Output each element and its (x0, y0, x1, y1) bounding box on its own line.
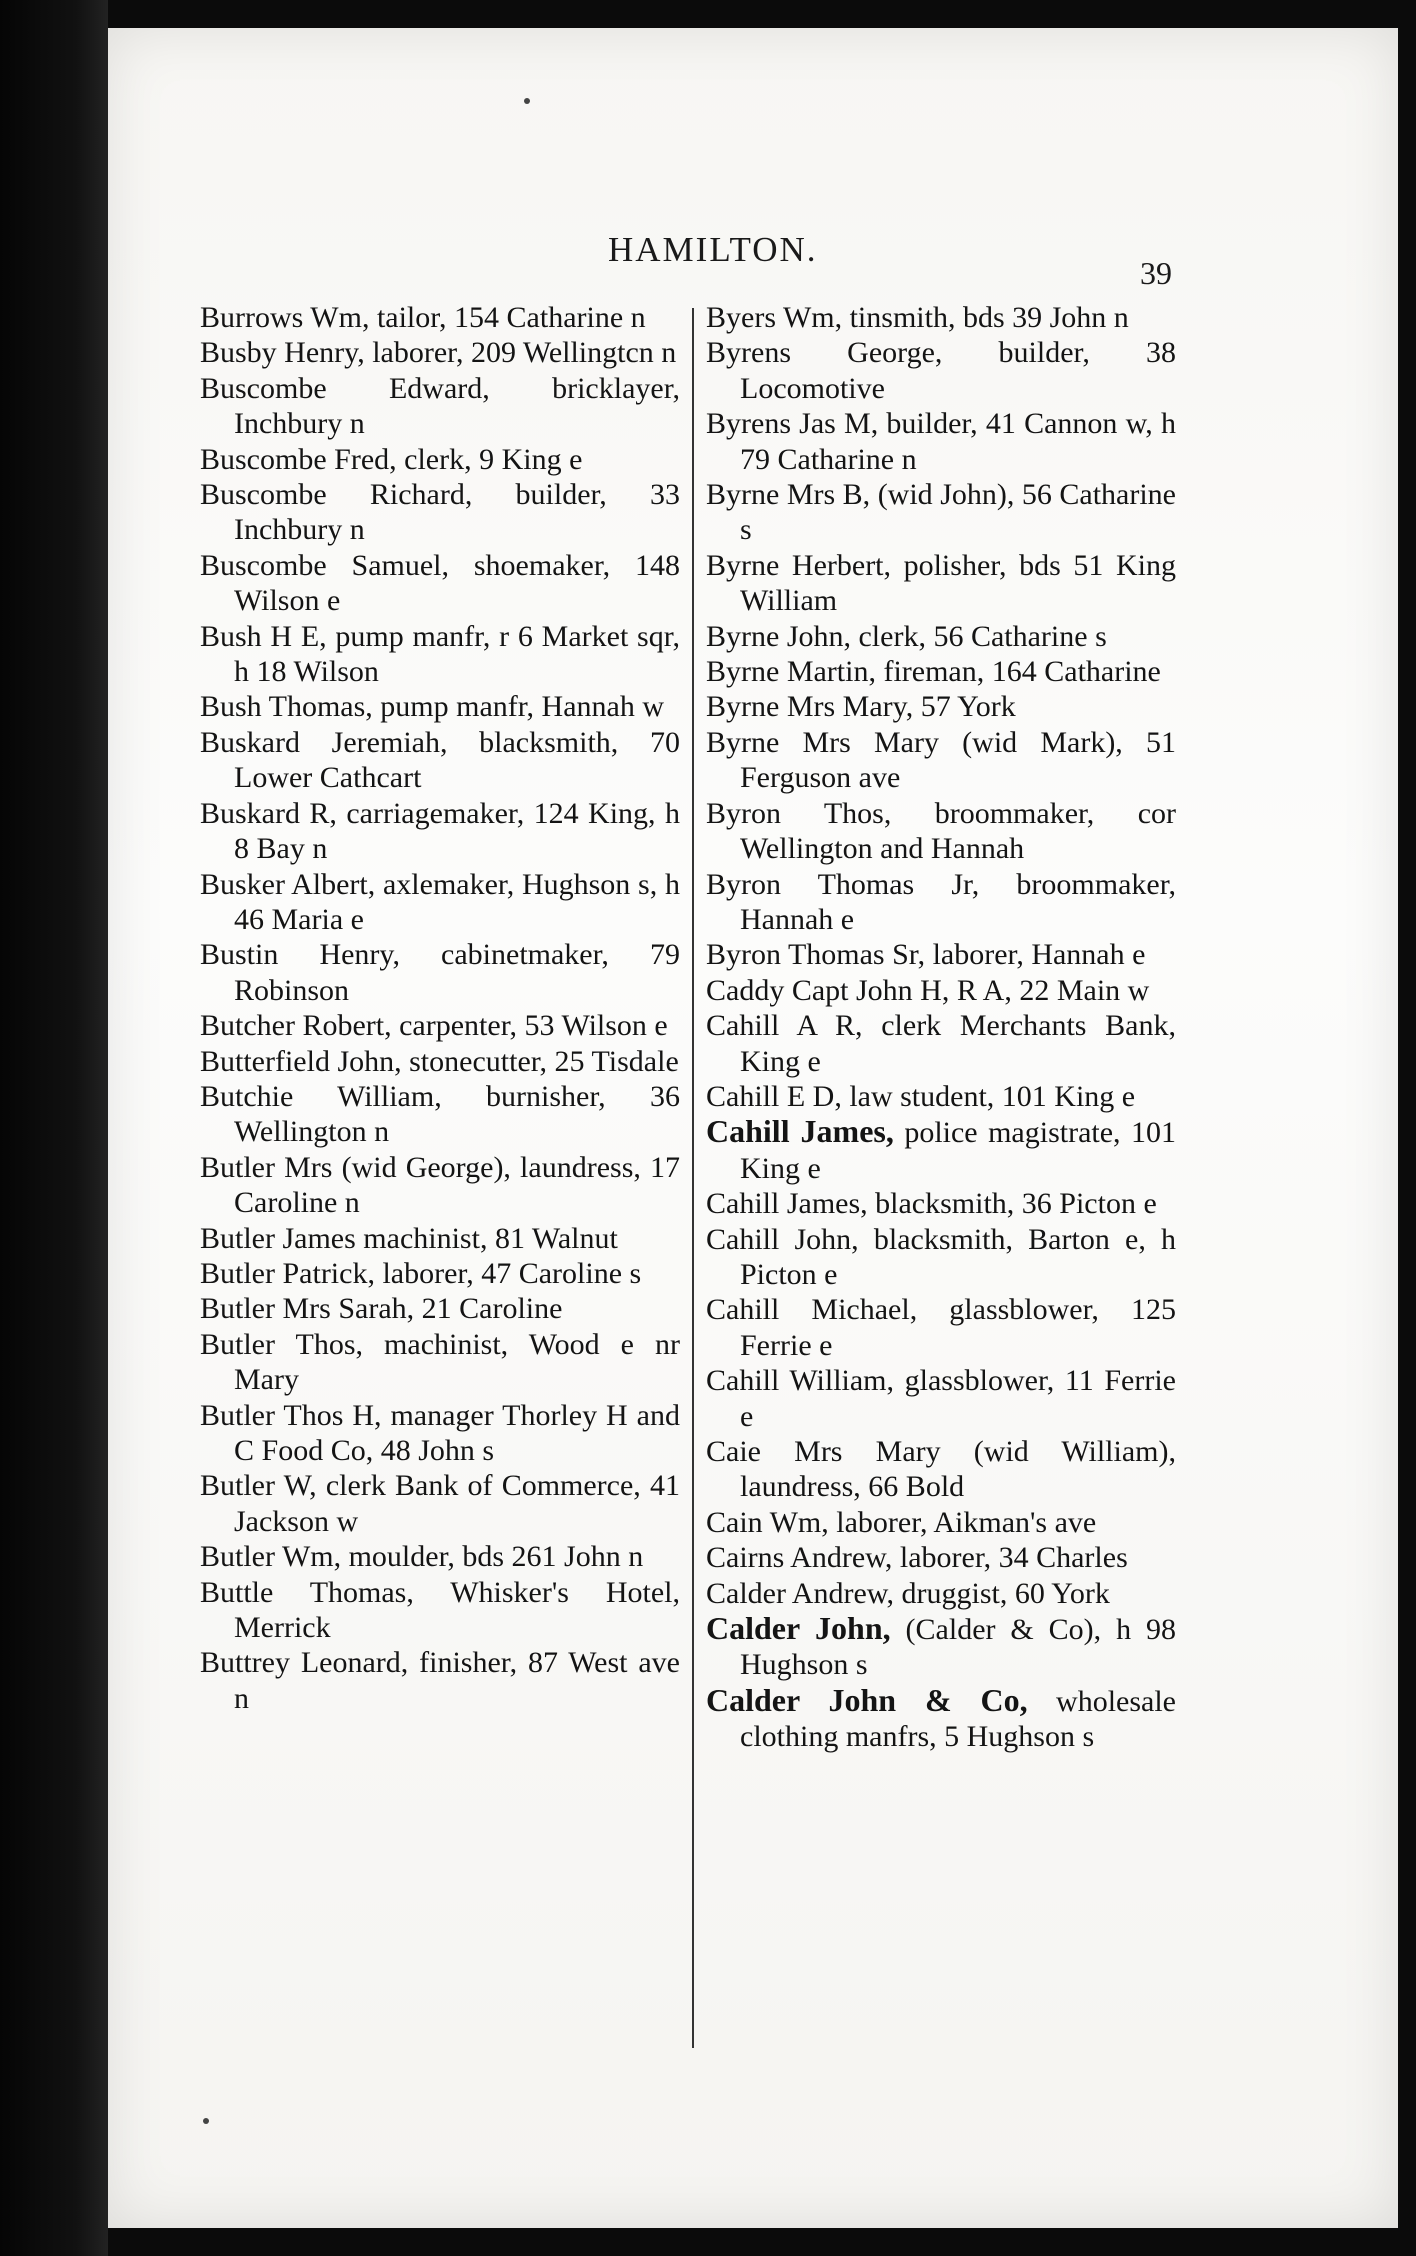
directory-entry (706, 1186, 1176, 1221)
directory-entry (706, 1222, 1176, 1293)
entry-name-bold: Calder John, (706, 1610, 891, 1647)
entry-text: (Calder & Co), h 98 Hughson s (740, 1613, 1177, 1682)
directory-entry (200, 1327, 680, 1398)
directory-entry (706, 1079, 1176, 1114)
entry-text: Byron Thomas Jr, broommaker, Hannah e (706, 867, 1176, 936)
entry-text: Buttle Thomas, Whisker's Hotel, Merrick (200, 1575, 680, 1645)
speck-mark (524, 98, 530, 104)
directory-entry (200, 442, 680, 477)
directory-entry (200, 1398, 680, 1469)
entry-text: Bush Thomas, pump manfr, Hannah w (200, 690, 665, 724)
entry-text: Byrens George, builder, 38 Locomotive (706, 336, 1176, 405)
directory-entry (706, 654, 1176, 689)
directory-entry (200, 1044, 680, 1079)
directory-entry (200, 548, 680, 619)
entry-text: Cahill James, blacksmith, 36 Picton e (706, 1187, 1157, 1221)
entry-text: Buscombe Edward, bricklayer, Inchbury n (200, 371, 680, 441)
directory-entry (706, 1008, 1176, 1079)
entry-text: Byrne John, clerk, 56 Catharine s (706, 619, 1107, 653)
directory-entry (706, 1540, 1176, 1575)
directory-entry (200, 1008, 680, 1043)
entry-text: Burrows Wm, tailor, 154 Catharine n (200, 301, 646, 334)
entry-text: Cahill John, blacksmith, Barton e, h Picton e (706, 1222, 1176, 1291)
entry-text: Byron Thomas Sr, laborer, Hannah e (706, 938, 1146, 972)
directory-entry (200, 477, 680, 548)
entry-text: Butchie William, burnisher, 36 Wellington n (200, 1079, 680, 1149)
binding-shadow (0, 0, 108, 2256)
right-column (706, 300, 1176, 1755)
directory-entry (200, 1539, 680, 1574)
directory-entry (706, 619, 1176, 654)
directory-entry (200, 1575, 680, 1646)
directory-entry (200, 619, 680, 690)
entry-text: Cairns Andrew, laborer, 34 Charles (706, 1541, 1128, 1575)
entry-text: Butler Thos, machinist, Wood e nr Mary (200, 1327, 680, 1397)
directory-entry (706, 689, 1176, 724)
entry-text: Butcher Robert, carpenter, 53 Wilson e (200, 1009, 668, 1043)
entry-text: Buttrey Leonard, finisher, 87 West ave n (200, 1646, 680, 1715)
entry-text: police magistrate, 101 King e (740, 1116, 1176, 1185)
entry-text: Bustin Henry, cabinetmaker, 79 Robinson (200, 938, 680, 1007)
directory-entry (706, 937, 1176, 972)
directory-entry (706, 973, 1176, 1008)
entry-text: Cain Wm, laborer, Aikman's ave (706, 1505, 1097, 1539)
directory-entry (200, 689, 680, 724)
running-head: HAMILTON. (608, 230, 818, 269)
directory-entry (200, 1468, 680, 1539)
entry-text: Bush H E, pump manfr, r 6 Market sqr, h 18 Wilson (200, 619, 680, 689)
entry-text: Buskard Jeremiah, blacksmith, 70 Lower Cathcart (200, 725, 680, 795)
entry-text: Butler Patrick, laborer, 47 Caroline s (200, 1256, 642, 1290)
entry-text: Butler Mrs (wid George), laundress, 17 Caroline n (200, 1150, 680, 1220)
directory-entry (200, 1291, 680, 1326)
directory-entry (706, 548, 1176, 619)
entry-text: Buscombe Samuel, shoemaker, 148 Wilson e (200, 548, 680, 618)
column-divider (692, 308, 694, 2048)
entry-text: Byrne Mrs B, (wid John), 56 Catharine s (706, 478, 1176, 547)
directory-entry (706, 725, 1176, 796)
page-number: 39 (1140, 255, 1172, 291)
entry-text: Byrne Mrs Mary (wid Mark), 51 Ferguson ave (706, 725, 1176, 795)
entry-text: Caddy Capt John H, R A, 22 Main w (706, 973, 1150, 1007)
entry-name-bold: Cahill James, (706, 1113, 894, 1150)
entry-text: Buscombe Fred, clerk, 9 King e (200, 442, 583, 476)
directory-entry (706, 300, 1176, 335)
entry-text: Cahill A R, clerk Merchants Bank, King e (706, 1009, 1176, 1078)
entry-text: Byrne Martin, fireman, 164 Catharine (706, 655, 1161, 689)
entry-text: Calder Andrew, druggist, 60 York (706, 1576, 1110, 1610)
entry-name-bold: Calder John & Co, (706, 1681, 1028, 1718)
directory-entry (706, 1683, 1176, 1755)
entry-text: Butler W, clerk Bank of Commerce, 41 Jackson w (200, 1469, 680, 1538)
entry-text: Cahill E D, law student, 101 King e (706, 1079, 1136, 1113)
left-column (200, 300, 680, 1716)
directory-entry (200, 937, 680, 1008)
entry-text: Buscombe Richard, builder, 33 Inchbury n (200, 478, 680, 547)
entry-text: Byrne Mrs Mary, 57 York (706, 690, 1016, 724)
entry-text: Busker Albert, axlemaker, Hughson s, h 46 Maria e (200, 867, 680, 936)
directory-entry (200, 725, 680, 796)
directory-entry (706, 1576, 1176, 1611)
directory-entry (200, 1150, 680, 1221)
speck-mark (203, 2118, 209, 2124)
directory-entry (706, 335, 1176, 406)
directory-entry (200, 1079, 680, 1150)
entry-text: Byers Wm, tinsmith, bds 39 John n (706, 301, 1129, 334)
entry-text: Butler Wm, moulder, bds 261 John n (200, 1540, 644, 1574)
entry-text: Butler Mrs Sarah, 21 Caroline (200, 1292, 563, 1326)
entry-text: Byrne Herbert, polisher, bds 51 King William (706, 548, 1176, 618)
directory-entry (706, 867, 1176, 938)
entry-text: wholesale clothing manfrs, 5 Hughson s (740, 1684, 1176, 1754)
directory-entry (200, 1256, 680, 1291)
directory-entry (200, 867, 680, 938)
directory-entry (706, 1292, 1176, 1363)
directory-entry (200, 335, 680, 370)
directory-entry (200, 796, 680, 867)
entry-text: Cahill Michael, glassblower, 125 Ferrie e (706, 1293, 1176, 1362)
directory-entry (706, 1363, 1176, 1434)
entry-text: Cahill William, glassblower, 11 Ferrie e (706, 1364, 1176, 1433)
directory-entry (200, 300, 680, 335)
directory-entry (706, 477, 1176, 548)
directory-entry (200, 1645, 680, 1716)
directory-entry (706, 1611, 1176, 1683)
directory-entry (706, 1505, 1176, 1540)
directory-entry (706, 406, 1176, 477)
directory-entry (200, 371, 680, 442)
entry-text: Buskard R, carriagemaker, 124 King, h 8 Bay n (200, 796, 680, 866)
entry-text: Butler Thos H, manager Thorley H and C Food Co, 48 John s (200, 1398, 680, 1467)
entry-text: Caie Mrs Mary (wid William), laundress, 66 Bold (706, 1435, 1176, 1504)
entry-text: Byrens Jas M, builder, 41 Cannon w, h 79 Catharine n (706, 407, 1176, 476)
entry-text: Butterfield John, stonecutter, 25 Tisdale (200, 1044, 679, 1078)
directory-entry (706, 1434, 1176, 1505)
directory-entry (706, 796, 1176, 867)
entry-text: Byron Thos, broommaker, cor Wellington and Hannah (706, 796, 1176, 866)
entry-text: Butler James machinist, 81 Walnut (200, 1221, 618, 1255)
entry-text: Busby Henry, laborer, 209 Wellingtcn n (200, 336, 677, 370)
directory-entry (200, 1221, 680, 1256)
directory-entry (706, 1114, 1176, 1186)
